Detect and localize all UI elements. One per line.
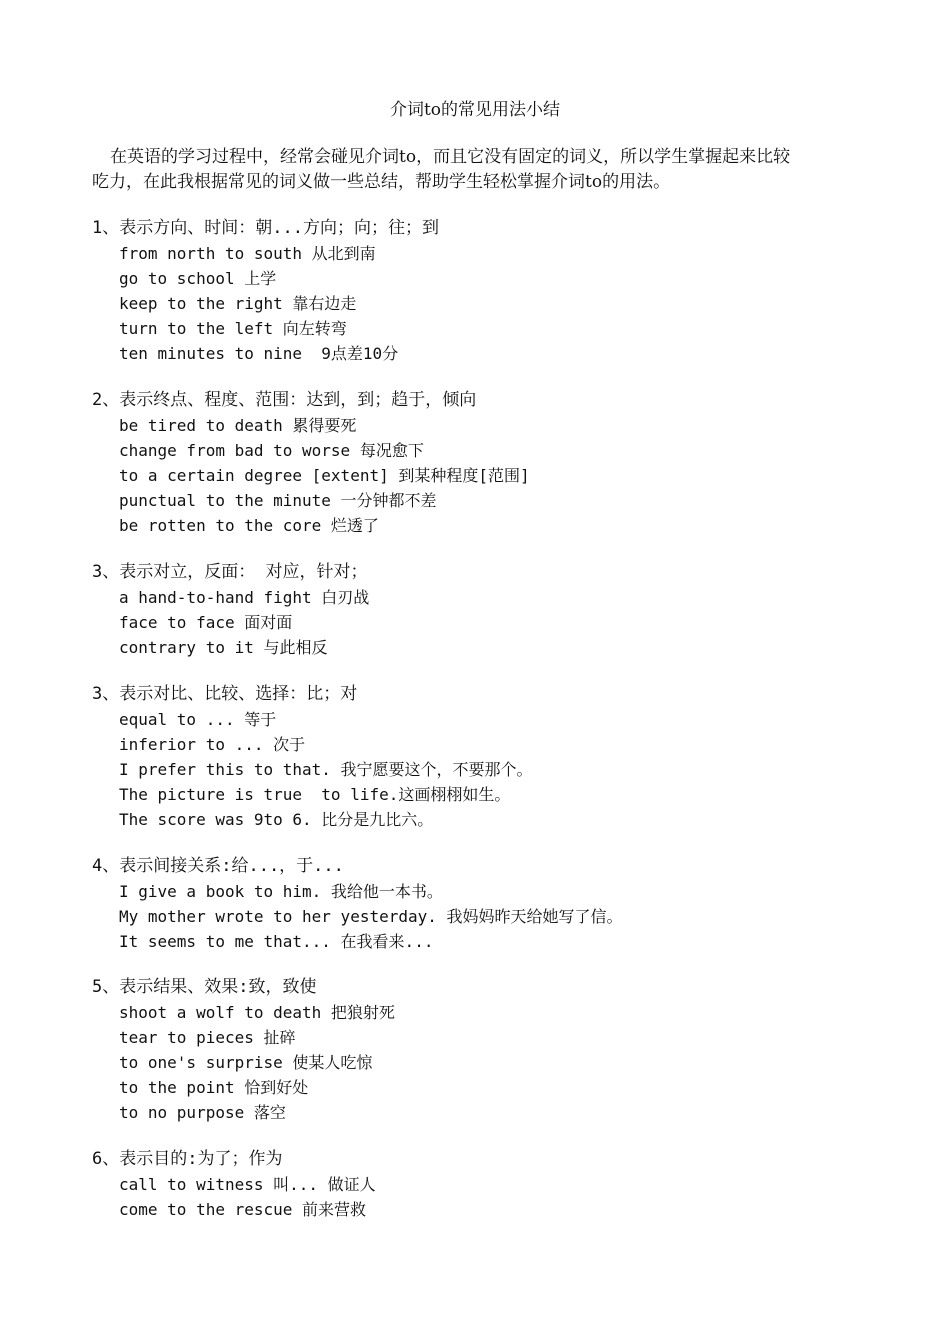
example-line: be tired to death 累得要死 bbox=[119, 416, 357, 435]
example-line: call to witness 叫... 做证人 bbox=[119, 1175, 376, 1194]
section-5 bbox=[92, 854, 852, 954]
example-line: change from bad to worse 每况愈下 bbox=[119, 441, 424, 460]
example-line: inferior to ... 次于 bbox=[119, 735, 306, 754]
section-heading: 3、表示对立，反面： 对应，针对； bbox=[92, 562, 368, 582]
intro-paragraph bbox=[92, 145, 882, 195]
example-line: shoot a wolf to death 把狼射死 bbox=[119, 1003, 395, 1022]
example-line: to the point 恰到好处 bbox=[119, 1078, 309, 1097]
example-line: tear to pieces 扯碎 bbox=[119, 1028, 296, 1047]
section-7 bbox=[92, 1147, 852, 1222]
example-line: to one's surprise 使某人吃惊 bbox=[119, 1053, 373, 1072]
example-line: be rotten to the core 烂透了 bbox=[119, 516, 379, 535]
example-line: ten minutes to nine 9点差10分 bbox=[119, 344, 399, 363]
section-heading: 4、表示间接关系:给...，于... bbox=[92, 856, 344, 876]
example-line: I give a book to him. 我给他一本书。 bbox=[119, 882, 443, 901]
example-line: I prefer this to that. 我宁愿要这个，不要那个。 bbox=[119, 760, 533, 779]
example-line: punctual to the minute 一分钟都不差 bbox=[119, 491, 437, 510]
section-6 bbox=[92, 975, 852, 1125]
section-2 bbox=[92, 388, 852, 538]
example-line: a hand-to-hand fight 白刃战 bbox=[119, 588, 370, 607]
example-line: face to face 面对面 bbox=[119, 613, 293, 632]
section-heading: 3、表示对比、比较、选择：比；对 bbox=[92, 684, 358, 704]
example-line: keep to the right 靠右边走 bbox=[119, 294, 357, 313]
example-line: It seems to me that... 在我看来... bbox=[119, 932, 434, 951]
example-line: equal to ... 等于 bbox=[119, 710, 277, 729]
example-line: The score was 9to 6. 比分是九比六。 bbox=[119, 810, 434, 829]
intro-line-1: 在英语的学习过程中，经常会碰见介词to，而且它没有固定的词义，所以学生掌握起来比较 bbox=[110, 147, 791, 167]
section-heading: 1、表示方向、时间：朝...方向；向；往；到 bbox=[92, 218, 439, 238]
section-1 bbox=[92, 216, 852, 366]
example-line: go to school 上学 bbox=[119, 269, 277, 288]
example-line: from north to south 从北到南 bbox=[119, 244, 376, 263]
example-line: The picture is true to life.这画栩栩如生。 bbox=[119, 785, 511, 804]
section-4 bbox=[92, 682, 852, 832]
section-heading: 5、表示结果、效果:致，致使 bbox=[92, 977, 317, 997]
section-heading: 6、表示目的:为了；作为 bbox=[92, 1149, 283, 1169]
example-line: to no purpose 落空 bbox=[119, 1103, 286, 1122]
example-line: contrary to it 与此相反 bbox=[119, 638, 328, 657]
intro-line-2: 吃力，在此我根据常见的词义做一些总结，帮助学生轻松掌握介词to的用法。 bbox=[92, 172, 671, 192]
example-line: to a certain degree [extent] 到某种程度[范围] bbox=[119, 466, 530, 485]
section-3 bbox=[92, 560, 852, 660]
section-heading: 2、表示终点、程度、范围：达到，到；趋于，倾向 bbox=[92, 390, 477, 410]
example-line: turn to the left 向左转弯 bbox=[119, 319, 347, 338]
example-line: My mother wrote to her yesterday. 我妈妈昨天给她写了信。 bbox=[119, 907, 623, 926]
page-title: 介词to的常见用法小结 bbox=[389, 100, 561, 120]
example-line: come to the rescue 前来营救 bbox=[119, 1200, 367, 1219]
